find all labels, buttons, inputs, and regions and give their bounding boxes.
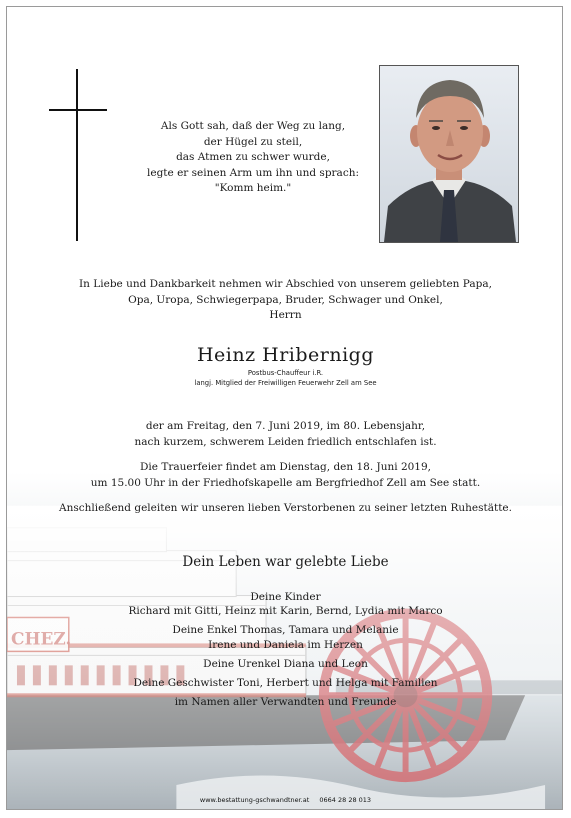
children-names: Richard mit Gitti, Heinz mit Karin, Bernd, Lydia mit Marco bbox=[128, 605, 443, 618]
poem-line: Als Gott sah, daß der Weg zu lang, bbox=[160, 120, 346, 132]
cross-horizontal-bar bbox=[49, 109, 107, 111]
funeral-info-line: Die Trauerfeier findet am Dienstag, den 18. Juni 2019, bbox=[139, 461, 432, 473]
poem-line: "Komm heim." bbox=[214, 182, 292, 194]
intro-line: Herrn bbox=[269, 309, 302, 321]
funeral-info-line: um 15.00 Uhr in der Friedhofskapelle am Bergfriedhof Zell am See statt. bbox=[90, 476, 481, 489]
portrait-illustration bbox=[380, 66, 518, 242]
deceased-membership: langj. Mitglied der Freiwilligen Feuerwehr Zell am See bbox=[194, 379, 377, 387]
intro-line: Opa, Uropa, Schwiegerpapa, Bruder, Schwager und Onkel, bbox=[128, 293, 443, 306]
death-notice-line: der am Freitag, den 7. Juni 2019, im 80. Lebensjahr, bbox=[145, 420, 426, 432]
grandchildren-names: Deine Enkel Thomas, Tamara und Melanie bbox=[172, 624, 399, 637]
funeral-info bbox=[27, 460, 544, 491]
death-notice-line: nach kurzem, schwerem Leiden friedlich entschlafen ist. bbox=[134, 435, 437, 448]
grandchildren-names-remembered: Irene und Daniela im Herzen bbox=[208, 638, 363, 651]
memorial-poem bbox=[127, 119, 379, 197]
funeral-home-phone: 0664 28 28 013 bbox=[319, 796, 372, 804]
memorial-motto: Dein Leben war gelebte Liebe bbox=[182, 554, 389, 570]
burial-info bbox=[27, 501, 544, 517]
siblings-names: Deine Geschwister Toni, Herbert und Helga mit Familien bbox=[133, 677, 438, 690]
children-heading: Deine Kinder bbox=[250, 591, 321, 603]
poem-line: das Atmen zu schwer wurde, bbox=[176, 151, 330, 163]
death-notice bbox=[27, 419, 544, 450]
cross-symbol bbox=[49, 69, 107, 241]
portrait-photo bbox=[379, 65, 519, 243]
great-grandchildren-names: Deine Urenkel Diana und Leon bbox=[203, 657, 368, 670]
funeral-home-website[interactable]: www.bestattung-gschwandtner.at bbox=[199, 796, 310, 804]
poem-line: der Hügel zu steil, bbox=[203, 135, 303, 148]
footer bbox=[0, 796, 571, 805]
family-list bbox=[27, 590, 544, 709]
burial-info-line: Anschließend geleiten wir unseren lieben Verstorbenen zu seiner letzten Ruhestätte. bbox=[59, 502, 512, 514]
deceased-occupation: Postbus-Chauffeur i.R. bbox=[247, 369, 324, 377]
cross-vertical-bar bbox=[76, 69, 78, 241]
poem-line: legte er seinen Arm um ihn und sprach: bbox=[147, 166, 359, 179]
relatives-line: im Namen aller Verwandten und Freunde bbox=[174, 696, 397, 709]
deceased-name: Heinz Hribernigg bbox=[196, 344, 375, 366]
parte-card bbox=[6, 6, 563, 810]
farewell-intro bbox=[27, 277, 544, 324]
intro-line: In Liebe und Dankbarkeit nehmen wir Abschied von unserem geliebten Papa, bbox=[79, 278, 492, 290]
